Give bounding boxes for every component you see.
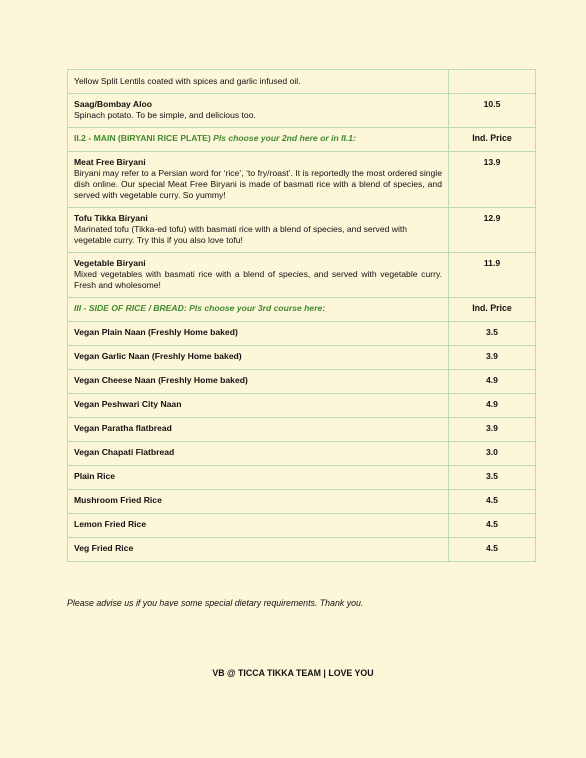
item-price: 4.5	[449, 513, 536, 537]
item-description: Yellow Split Lentils coated with spices and garlic infused oil.	[74, 75, 301, 86]
item-name	[68, 345, 449, 369]
section-title-instruction: Pls choose your 2nd here or in II.1:	[213, 133, 356, 144]
table-row	[68, 321, 536, 345]
section-title	[68, 127, 449, 151]
item-name	[68, 513, 449, 537]
item-price: 4.9	[449, 393, 536, 417]
menu-table	[67, 69, 536, 562]
item-name-text: Mushroom Fried Rice	[74, 495, 162, 506]
price-column-header: Ind. Price	[449, 127, 536, 151]
table-row	[68, 465, 536, 489]
item-cell	[68, 94, 449, 128]
item-name-text: Vegan Garlic Naan (Freshly Home baked)	[74, 351, 242, 362]
item-name	[68, 465, 449, 489]
item-price: 12.9	[449, 207, 536, 252]
item-name	[68, 537, 449, 561]
item-name	[68, 393, 449, 417]
item-name	[68, 321, 449, 345]
table-row	[68, 252, 536, 297]
item-name: Vegetable Biryani	[74, 257, 146, 268]
item-name: Meat Free Biryani	[74, 156, 146, 167]
item-price: 11.9	[449, 252, 536, 297]
item-price: 4.5	[449, 489, 536, 513]
item-price: 3.5	[449, 465, 536, 489]
item-price: 3.9	[449, 345, 536, 369]
table-row	[68, 417, 536, 441]
item-name: Saag/Bombay Aloo	[74, 99, 152, 109]
section-title-label: III - SIDE OF RICE / BREAD: Pls choose your 3rd course here:	[74, 303, 326, 314]
item-price: 4.9	[449, 369, 536, 393]
item-name-text: Veg Fried Rice	[74, 543, 134, 554]
item-price: 3.5	[449, 321, 536, 345]
item-name-text: Vegan Paratha flatbread	[74, 423, 172, 434]
item-name	[68, 441, 449, 465]
item-cell	[68, 207, 449, 252]
item-price: 13.9	[449, 151, 536, 207]
section-title-prefix: II.2 - MAIN (BIRYANI RICE PLATE)	[74, 133, 214, 144]
item-name-text: Plain Rice	[74, 471, 116, 482]
item-name	[68, 417, 449, 441]
item-name-text: Vegan Chapati Flatbread	[74, 447, 175, 458]
item-cell	[68, 70, 449, 94]
item-name	[68, 489, 449, 513]
item-name: Tofu Tikka Biryani	[74, 212, 148, 223]
table-row	[68, 441, 536, 465]
item-description: Biryani may refer to a Persian word for ‘rice’, ‘to fry/roast’. It is reportedly the most ordered single dish online. Our special Meat Free Biryani is made of basmati rice with a blend of species, and served with vegetable curry. So yummy!	[74, 167, 442, 201]
item-description: Marinated tofu (Tikka-ed tofu) with basmati rice with a blend of species, and served with vegetable curry. Try this if you also love tofu!	[74, 224, 408, 246]
item-price: 10.5	[449, 94, 536, 128]
item-name	[68, 369, 449, 393]
item-price: 3.9	[449, 417, 536, 441]
item-cell	[68, 151, 449, 207]
item-name-text: Vegan Plain Naan (Freshly Home baked)	[74, 327, 238, 338]
table-row	[68, 94, 536, 128]
table-row	[68, 70, 536, 94]
table-row	[68, 393, 536, 417]
table-row	[68, 489, 536, 513]
item-price: 4.5	[449, 537, 536, 561]
item-description: Mixed vegetables with basmati rice with a blend of species, and served with vegetable curry. Fresh and wholesome!	[74, 268, 442, 291]
section-title	[68, 297, 449, 321]
item-price: 3.0	[449, 441, 536, 465]
table-row	[68, 513, 536, 537]
item-price	[449, 70, 536, 94]
section-header-row	[68, 297, 536, 321]
item-name-text: Vegan Peshwari City Naan	[74, 399, 182, 410]
dietary-note: Please advise us if you have some special dietary requirements. Thank you.	[67, 598, 364, 608]
item-name-text: Lemon Fried Rice	[74, 519, 147, 530]
item-description: Spinach potato. To be simple, and delicious too.	[74, 110, 256, 121]
table-row	[68, 537, 536, 561]
table-row	[68, 151, 536, 207]
table-row	[68, 369, 536, 393]
table-row	[68, 345, 536, 369]
item-cell	[68, 252, 449, 297]
section-header-row	[68, 127, 536, 151]
table-row	[68, 207, 536, 252]
team-signature: VB @ TICCA TIKKA TEAM | LOVE YOU	[212, 668, 374, 678]
item-name-text: Vegan Cheese Naan (Freshly Home baked)	[74, 375, 248, 386]
price-column-header: Ind. Price	[449, 297, 536, 321]
